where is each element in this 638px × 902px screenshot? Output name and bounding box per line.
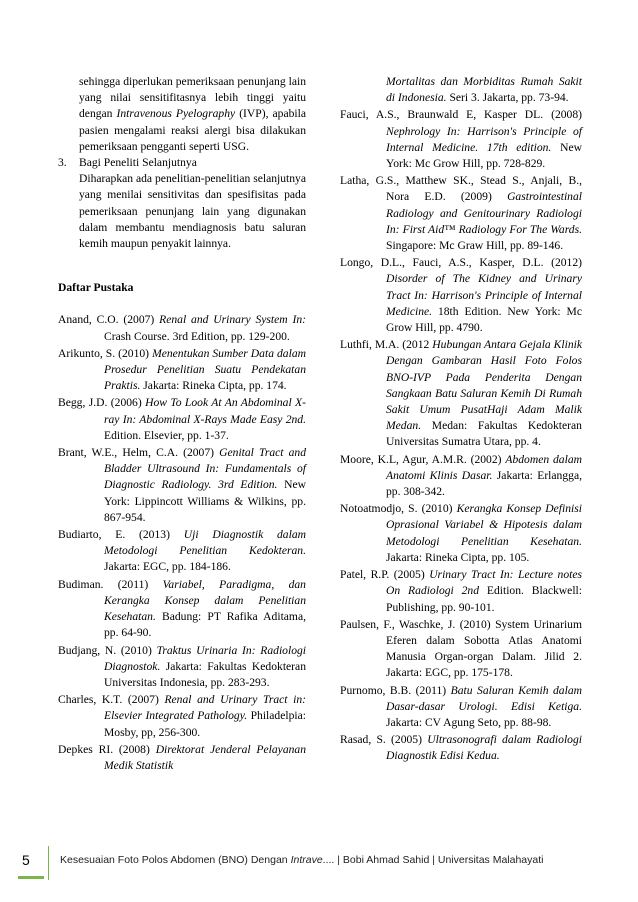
reference-entry [340, 683, 582, 732]
reference-post: New York: Mc Grow Hill, pp. 728-829. [386, 140, 582, 171]
recommendation-item-3 [58, 155, 306, 252]
reference-entry [340, 567, 582, 616]
page-number-underline [18, 876, 44, 879]
reference-pre: Notoatmodjo, S. (2010) [340, 502, 453, 516]
reference-title: Genital Tract and Bladder Ultrasound In: Fundamentals of Diagnostic Radiology. 3rd Edition. [104, 446, 306, 492]
reference-title: Hubungan Antara Gejala Klinik Dengan Gambaran Hasil Foto Folos BNO-IVP Pada Penderita Dengan Sangkaan Batu Saluran Kemih Di Rumah Sakit Umum PusatHaji Adam Malik Medan. [386, 338, 583, 433]
reference-pre: Brant, W.E., Helm, C.A. (2007) [58, 446, 215, 460]
reference-pre: Moore, K.L, Agur, A.M.R. (2002) [340, 452, 502, 466]
continuation-italic: Intravenous Pyelography [116, 107, 236, 121]
reference-title: Traktus Urinaria In: Radiologi Diagnostok. [104, 643, 307, 673]
reference-entry [340, 501, 582, 566]
reference-title: Ultrasonografi dalam Radiologi Diagnostik Edisi Kedua. [386, 733, 582, 763]
reference-entry [340, 173, 582, 254]
reference-post: Jakarta: Fakultas Kedokteran Universitas Indonesia, pp. 283-293. [104, 659, 306, 689]
reference-post: Crash Course. 3rd Edition, pp. 129-200. [104, 329, 290, 343]
reference-post: Jakarta: Rineka Cipta, pp. 105. [386, 550, 530, 564]
reference-entry [58, 395, 306, 444]
reference-pre: Longo, D.L., Fauci, A.S., Kasper, D.L. (2012) [340, 256, 582, 270]
reference-post: New York: Lippincott Williams & Wilkins, pp. 867-954. [104, 478, 306, 524]
reference-title: Renal and Urinary Tract in: Elsevier Integrated Pathology. [104, 693, 306, 723]
reference-post: Jakarta: Erlangga, pp. 308-342. [386, 468, 582, 499]
reference-post: Badung: PT Rafika Aditama, pp. 64-90. [104, 610, 306, 640]
reference-title: Renal and Urinary System In: [159, 313, 306, 327]
reference-entry [340, 452, 582, 501]
reference-title: Disorder of The Kidney and Urinary Tract In: Harrison's Principle of Internal Medicine. [386, 272, 582, 318]
references-heading: Daftar Pustaka [58, 281, 134, 295]
reference-post: Jakarta: CV Agung Seto, pp. 88-98. [386, 715, 552, 729]
reference-title: Variabel, Paradigma, dan Kerangka Konsep dalam Penelitian Kesehatan. [104, 577, 306, 624]
reference-pre: Fauci, A.S., Braunwald E, Kasper DL. (2008) [340, 108, 582, 122]
reference-pre: Rasad, S. (2005) [340, 733, 422, 747]
reference-post: 18th Edition. New York: Mc Grow Hill, pp. 4790. [386, 304, 582, 335]
reference-post: Edition. Elsevier, pp. 1-37. [104, 428, 229, 442]
reference-post: System Urinarium Eferen dalam Sobotta Atlas Anatomi Manusia Organ-organ Dalam. Jilid 2. Jakarta: EGC, pp. 175-178. [386, 617, 582, 680]
reference-title: Kerangka Konsep Definisi Oprasional Variabel & Hipotesis dalam Metodologi Penelitian Kesehatan. [386, 502, 582, 548]
reference-title: Mortalitas dan Morbiditas Rumah Sakit di Indonesia. [386, 75, 582, 105]
footer-text-after: .... | Bobi Ahmad Sahid | Universitas Malahayati [322, 854, 544, 866]
reference-pre: Latha, G.S., Matthew SK., Stead S., Anjali, B., Nora E.D. (2009) [340, 174, 582, 204]
right-column [340, 74, 582, 766]
reference-pre: Luthfi, M.A. (2012 [340, 338, 430, 352]
reference-title: Urinary Tract In: Lecture notes On Radiologi 2nd [386, 568, 582, 598]
reference-pre: Paulsen, F., Waschke, J. (2010) [340, 617, 491, 631]
reference-title: Nephrology In: Harrison's Principle of Internal Medicine. 17th edition. [386, 124, 582, 154]
footer-text-italic: Intrave [290, 854, 323, 866]
reference-post: Seri 3. Jakarta, pp. 73-94. [449, 91, 569, 105]
reference-title: Gastrointestinal Radiology and Genitourinary Radiologi In: First Aid™ Radiology For The Wards. [386, 190, 582, 236]
footer-divider [48, 846, 49, 880]
reference-pre: Begg, J.D. (2006) [58, 396, 142, 410]
reference-post: Singapore: Mc Graw Hill, pp. 89-146. [386, 239, 564, 253]
reference-pre: Budjang, N. (2010) [58, 643, 152, 657]
reference-title: How To Look At An Abdominal X-ray In: Abdominal X-Rays Made Easy 2nd. [104, 396, 306, 426]
reference-entry [58, 643, 306, 692]
reference-entry [58, 527, 306, 576]
reference-title: Menentukan Sumber Data dalam Prosedur Penelitian Suatu Pendekatan Praktis. [104, 346, 306, 393]
reference-entry [340, 617, 582, 682]
reference-pre: Patel, R.P. (2005) [340, 568, 425, 582]
reference-pre: Arikunto, S. (2010) [58, 346, 150, 360]
reference-entry [58, 312, 306, 344]
continuation-tail: (IVP), apabila pasien mengalami reaksi alergi bisa dilakukan pemeriksaan pengganti seperti USG. [79, 107, 306, 153]
reference-title: Uji Diagnostik dalam Metodologi Penelitian Kedokteran. [104, 528, 306, 558]
references-list-right [340, 74, 582, 765]
footer-text-before: Kesesuaian Foto Polos Abdomen (BNO) Dengan [60, 854, 291, 866]
reference-entry [58, 692, 306, 741]
reference-pre: Purnomo, B.B. (2011) [340, 683, 447, 697]
reference-entry [58, 742, 306, 774]
page-number: 5 [22, 852, 30, 868]
reference-entry [340, 107, 582, 172]
continuation-paragraph [58, 74, 306, 155]
reference-post: Medan: Fakultas Kedokteran Universitas Sumatra Utara, pp. 4. [386, 419, 582, 449]
reference-entry [58, 346, 306, 395]
continuation-text: sehingga diperlukan pemeriksaan penunjang lain yang nilai sensitifitasnya lebih tinggi yaitu dengan [79, 75, 306, 121]
reference-entry [340, 255, 582, 336]
reference-pre: Budiman. (2011) [58, 577, 149, 591]
reference-title: Abdomen dalam Anatomi Klinis Dasar. [386, 452, 582, 482]
left-column [58, 74, 306, 775]
reference-entry [58, 577, 306, 642]
reference-title: Batu Saluran Kemih dalam Dasar-dasar Urologi. Edisi Ketiga. [386, 683, 582, 713]
item-number: 3. [58, 156, 67, 170]
reference-pre: Anand, C.O. (2007) [58, 313, 155, 327]
reference-title: Direktorat Jenderal Pelayanan Medik Statistik [104, 742, 307, 772]
reference-pre: Depkes RI. (2008) [58, 742, 150, 756]
reference-entry [340, 74, 582, 106]
reference-pre: Budiarto, E. (2013) [58, 528, 170, 542]
footer-running-title [60, 854, 544, 866]
reference-post: Philadelpia: Mosby, pp, 256-300. [104, 709, 306, 739]
page-footer [0, 846, 638, 886]
reference-pre: Charles, K.T. (2007) [58, 693, 159, 707]
reference-post: Jakarta: EGC, pp. 184-186. [104, 560, 231, 574]
item-body: Diharapkan ada penelitian-penelitian selanjutnya yang menilai sensitivitas dan spesifisitas pada pemeriksaan penunjang lain yang digunakan dalam membantu mendiagnosis batu saluran kemih maupun penyakit lainnya. [79, 172, 306, 251]
reference-post: Edition. Blackwell: Publishing, pp. 90-101. [386, 584, 582, 614]
reference-entry [340, 732, 582, 764]
reference-post: Jakarta: Rineka Cipta, pp. 174. [143, 379, 287, 393]
references-list-left [58, 312, 306, 774]
reference-entry [58, 445, 306, 526]
reference-entry [340, 337, 582, 450]
item-title: Bagi Peneliti Selanjutnya [79, 156, 197, 170]
